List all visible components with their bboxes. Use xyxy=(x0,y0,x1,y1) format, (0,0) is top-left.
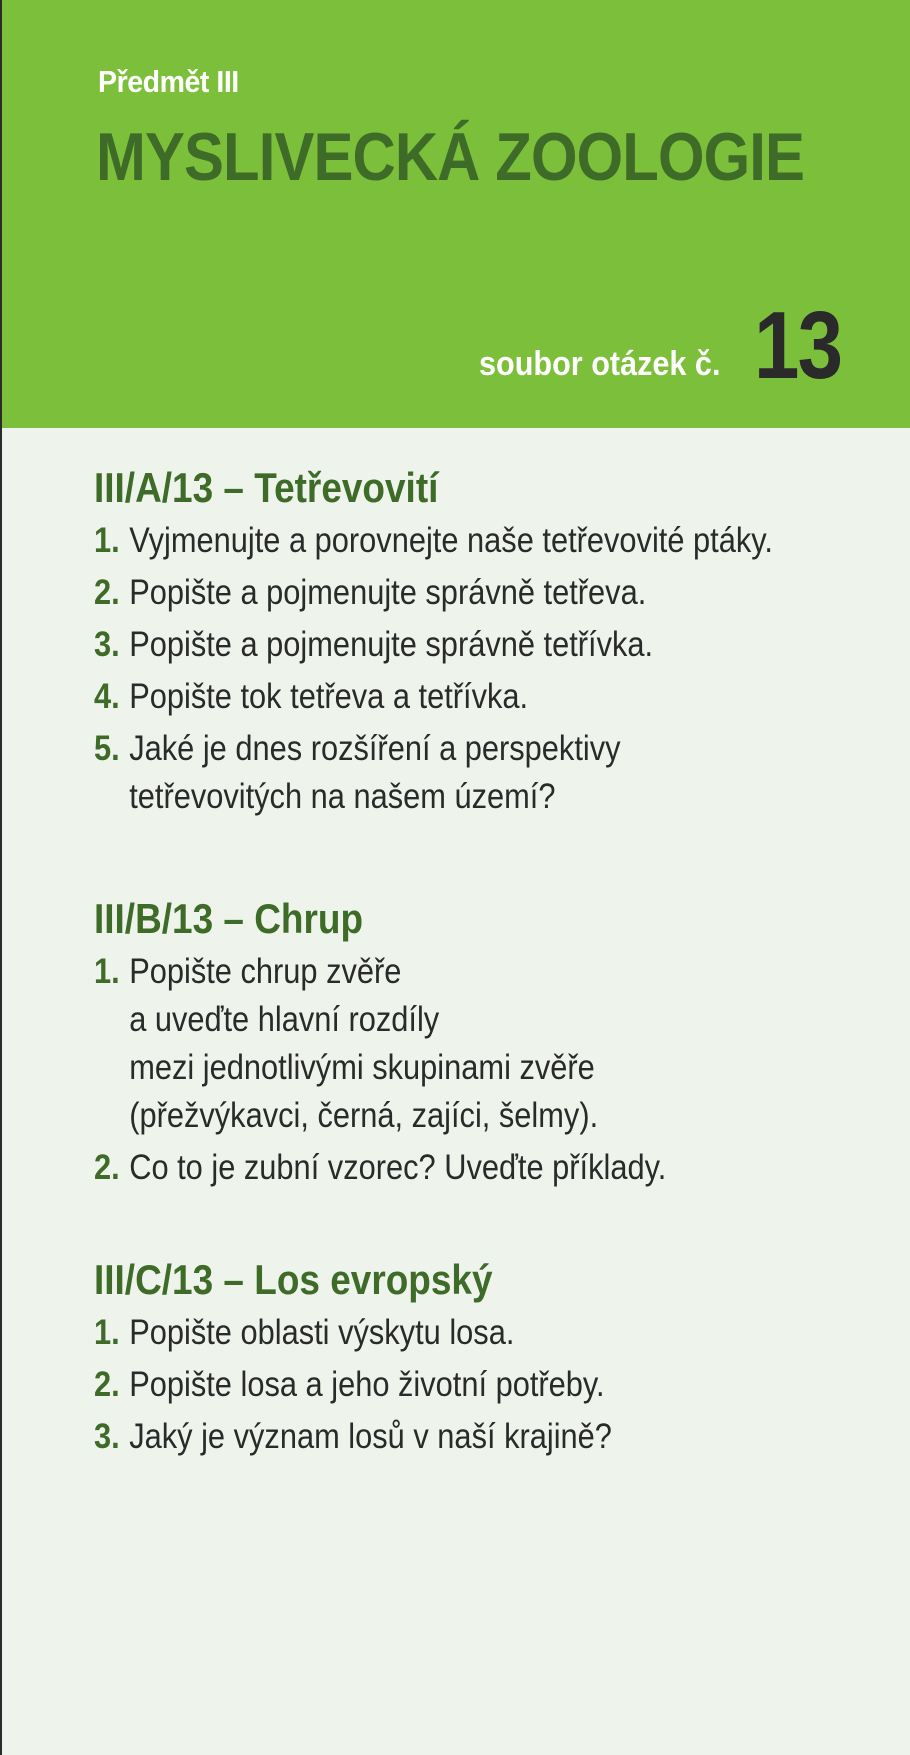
question-number: 3. xyxy=(94,625,120,664)
question-text: Popište chrup zvěře xyxy=(129,952,402,991)
question-text: a uveďte hlavní rozdíly xyxy=(129,1000,440,1039)
question-item xyxy=(94,1309,612,1357)
section-a xyxy=(94,463,866,821)
set-label: soubor otázek č. xyxy=(479,345,721,383)
question-number: 2. xyxy=(94,1365,120,1404)
question-text: Jaký je význam losů v naší krajině? xyxy=(129,1417,612,1456)
question-text: Popište oblasti výskytu losa. xyxy=(129,1313,515,1352)
question-text: Popište tok tetřeva a tetřívka. xyxy=(129,677,529,716)
question-text: Popište a pojmenujte správně tetřeva. xyxy=(129,573,647,612)
set-number: 13 xyxy=(754,292,842,399)
question-number: 1. xyxy=(94,521,120,560)
question-item xyxy=(94,1361,612,1409)
section-heading: III/C/13 – Los evropský xyxy=(94,1256,493,1303)
question-item xyxy=(94,517,773,565)
question-text: mezi jednotlivými skupinami zvěře xyxy=(129,1048,595,1087)
question-number: 2. xyxy=(94,573,120,612)
section-c xyxy=(94,1255,683,1461)
question-number: 3. xyxy=(94,1417,120,1456)
question-text: (přežvýkavci, černá, zajíci, šelmy). xyxy=(129,1096,599,1135)
question-item xyxy=(94,1144,666,1192)
question-number: 4. xyxy=(94,677,120,716)
page-title: MYSLIVECKÁ ZOOLOGIE xyxy=(96,119,805,195)
question-text: Vyjmenujte a porovnejte naše tetřevovité ptáky. xyxy=(129,521,773,560)
question-number: 1. xyxy=(94,1313,120,1352)
subject-label: Předmět III xyxy=(98,64,239,99)
question-item xyxy=(94,948,666,1140)
question-item xyxy=(94,569,773,617)
question-number: 1. xyxy=(94,952,120,991)
question-item xyxy=(94,673,773,721)
question-number: 2. xyxy=(94,1148,120,1187)
question-text: Co to je zubní vzorec? Uveďte příklady. xyxy=(129,1148,667,1187)
section-heading: III/B/13 – Chrup xyxy=(94,895,364,942)
section-heading: III/A/13 – Tetřevovití xyxy=(94,464,439,511)
question-number: 5. xyxy=(94,729,120,768)
question-text: Jaké je dnes rozšíření a perspektivy xyxy=(129,729,621,768)
question-text: Popište losa a jeho životní potřeby. xyxy=(129,1365,605,1404)
header-band xyxy=(2,0,910,428)
section-b xyxy=(94,894,744,1192)
question-item xyxy=(94,725,773,821)
question-text: Popište a pojmenujte správně tetřívka. xyxy=(129,625,654,664)
question-item xyxy=(94,621,773,669)
question-text: tetřevovitých na našem území? xyxy=(129,777,556,816)
question-item xyxy=(94,1413,612,1461)
